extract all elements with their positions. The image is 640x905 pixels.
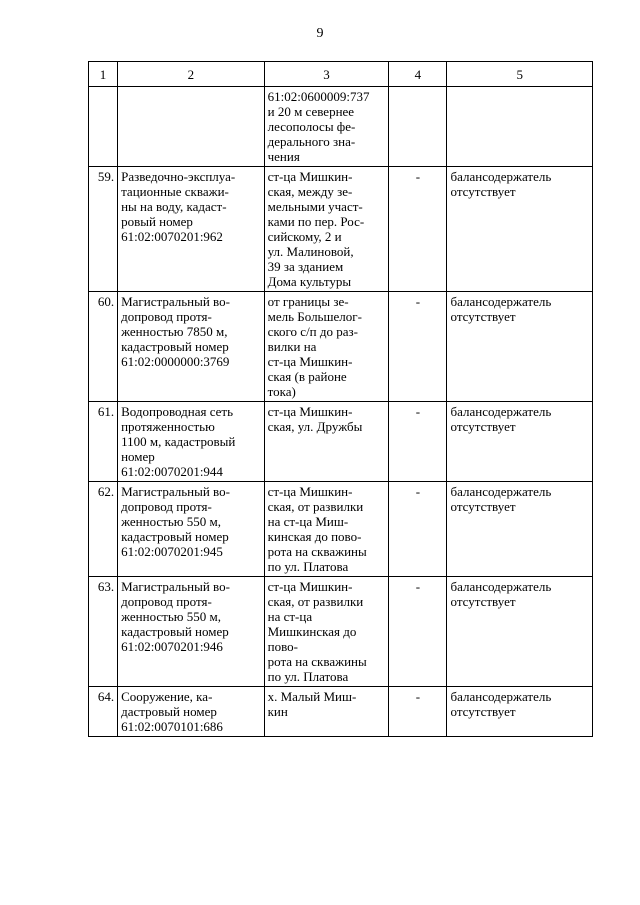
col4-text: - xyxy=(415,579,421,594)
holder-text: балансодержатель отсутствует xyxy=(450,294,552,324)
location-text: 61:02:0600009:737 и 20 м севернее лесополосы фе- дерального зна- чения xyxy=(267,89,370,164)
row-number: 59. xyxy=(97,169,115,184)
object-name: Сооружение, ка- дастровый номер 61:02:0070101:686 xyxy=(121,689,223,734)
holder-text: балансодержатель отсутствует xyxy=(450,484,552,514)
row-number: 62. xyxy=(97,484,115,499)
col4-cell xyxy=(389,167,447,292)
object-name-cell xyxy=(118,482,265,577)
location-text: от границы зе- мель Большелог- ского с/п до раз- вилки на ст-ца Мишкин- ская (в районе тока) xyxy=(267,294,362,399)
object-name: Магистральный во- допровод протя- женностью 550 м, кадастровый номер 61:02:0070201:945 xyxy=(121,484,230,559)
column-header: 2 xyxy=(118,62,265,87)
table-row xyxy=(89,292,593,402)
holder-cell xyxy=(447,292,593,402)
col4-text: - xyxy=(415,404,421,419)
object-name: Водопроводная сеть протяженностью 1100 м, кадастровый номер 61:02:0070201:944 xyxy=(121,404,236,479)
object-name-cell xyxy=(118,87,265,167)
holder-cell xyxy=(447,167,593,292)
col4-cell xyxy=(389,402,447,482)
table-row xyxy=(89,167,593,292)
registry-table xyxy=(88,61,593,737)
location-cell xyxy=(264,167,389,292)
row-number-cell xyxy=(89,167,118,292)
object-name-cell xyxy=(118,167,265,292)
row-number-cell xyxy=(89,687,118,737)
holder-cell xyxy=(447,577,593,687)
col4-text: - xyxy=(415,484,421,499)
row-number-cell xyxy=(89,482,118,577)
col4-cell xyxy=(389,87,447,167)
holder-text: балансодержатель отсутствует xyxy=(450,689,552,719)
location-text: ст-ца Мишкин- ская, ул. Дружбы xyxy=(267,404,363,434)
col4-text: - xyxy=(415,689,421,704)
object-name: Магистральный во- допровод протя- женностью 7850 м, кадастровый номер 61:02:0000000:3769 xyxy=(121,294,230,369)
col4-text: - xyxy=(415,169,421,184)
row-number-cell xyxy=(89,87,118,167)
holder-cell xyxy=(447,402,593,482)
table-row xyxy=(89,482,593,577)
row-number: 64. xyxy=(97,689,115,704)
holder-text: балансодержатель отсутствует xyxy=(450,579,552,609)
location-cell xyxy=(264,402,389,482)
object-name-cell xyxy=(118,687,265,737)
location-cell xyxy=(264,87,389,167)
table-row xyxy=(89,402,593,482)
row-number-cell xyxy=(89,402,118,482)
location-text: х. Малый Миш- кин xyxy=(267,689,357,719)
row-number: 63. xyxy=(97,579,115,594)
column-header: 1 xyxy=(89,62,118,87)
table-row xyxy=(89,577,593,687)
col4-cell xyxy=(389,687,447,737)
row-number: 60. xyxy=(97,294,115,309)
column-header: 5 xyxy=(447,62,593,87)
row-number: 61. xyxy=(97,404,115,419)
column-header: 3 xyxy=(264,62,389,87)
location-text: ст-ца Мишкин- ская, от развилки на ст-ца Мишкинская до пово- рота на скважины по ул. Платова xyxy=(267,579,367,684)
col4-cell xyxy=(389,577,447,687)
column-header: 4 xyxy=(389,62,447,87)
table-row xyxy=(89,687,593,737)
row-number-cell xyxy=(89,577,118,687)
location-text: ст-ца Мишкин- ская, между зе- мельными участ- ками по пер. Рос- сийскому, 2 и ул. Малиновой, 39 за зданием Дома культуры xyxy=(267,169,365,289)
table-header-row xyxy=(89,62,593,87)
holder-cell xyxy=(447,87,593,167)
object-name-cell xyxy=(118,292,265,402)
location-cell xyxy=(264,482,389,577)
holder-cell xyxy=(447,482,593,577)
location-cell xyxy=(264,577,389,687)
object-name-cell xyxy=(118,577,265,687)
holder-text: балансодержатель отсутствует xyxy=(450,404,552,434)
col4-cell xyxy=(389,482,447,577)
col4-cell xyxy=(389,292,447,402)
object-name: Магистральный во- допровод протя- женностью 550 м, кадастровый номер 61:02:0070201:946 xyxy=(121,579,230,654)
row-number-cell xyxy=(89,292,118,402)
object-name-cell xyxy=(118,402,265,482)
table-row xyxy=(89,87,593,167)
location-cell xyxy=(264,292,389,402)
object-name: Разведочно-эксплуа- тационные скважи- ны на воду, кадаст- ровый номер 61:02:0070201:962 xyxy=(121,169,236,244)
col4-text: - xyxy=(415,294,421,309)
page-number: 9 xyxy=(316,26,324,41)
holder-text: балансодержатель отсутствует xyxy=(450,169,552,199)
holder-cell xyxy=(447,687,593,737)
location-cell xyxy=(264,687,389,737)
location-text: ст-ца Мишкин- ская, от развилки на ст-ца Миш- кинская до пово- рота на скважины по ул. Платова xyxy=(267,484,367,574)
